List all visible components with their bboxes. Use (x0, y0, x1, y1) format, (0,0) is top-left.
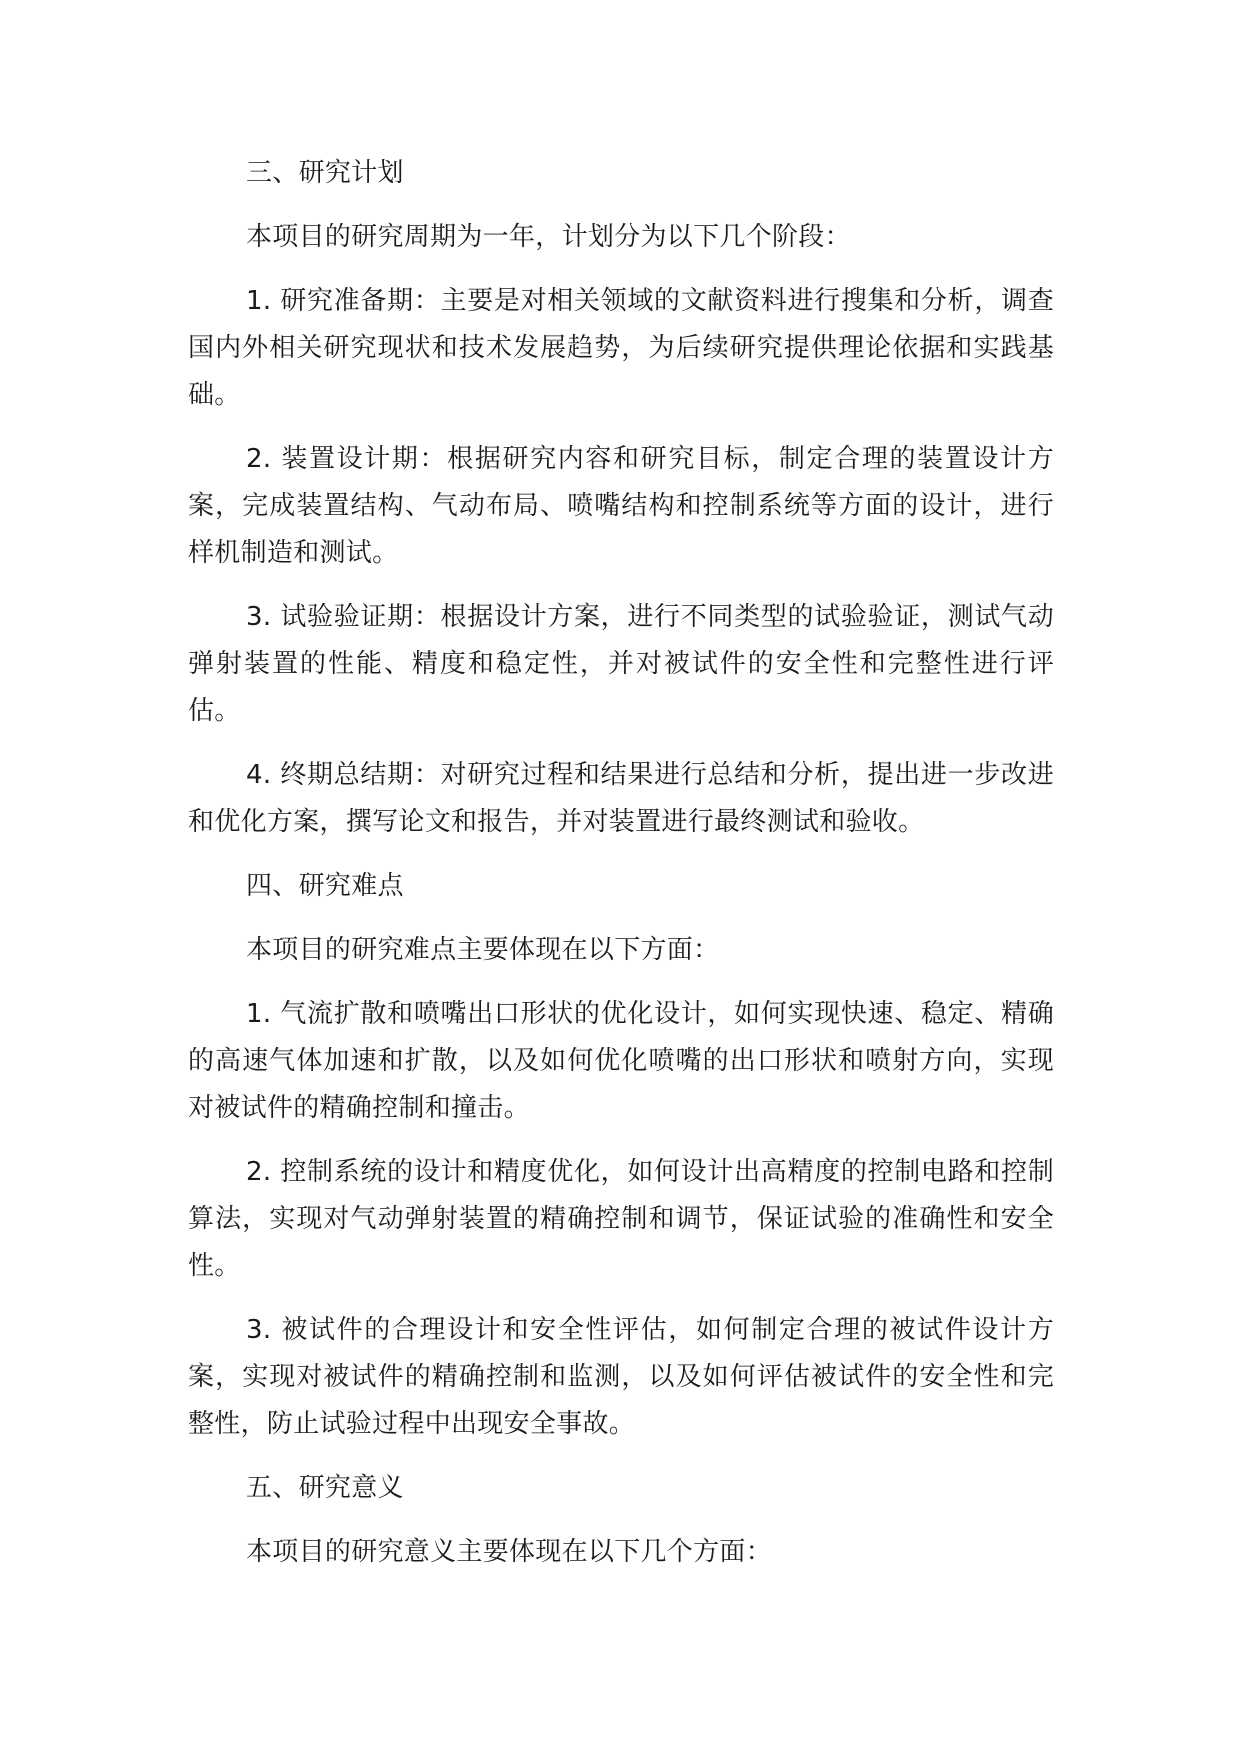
document-body (188, 150, 1054, 1593)
section-heading-research-plan: 三、研究计划 (246, 158, 404, 188)
section-heading-research-difficulties: 四、研究难点 (246, 871, 404, 901)
paragraph: 本项目的研究难点主要体现在以下方面： (246, 935, 720, 965)
list-item: 1. 研究准备期：主要是对相关领域的文献资料进行搜集和分析，调查国内外相关研究现状和技术发展趋势，为后续研究提供理论依据和实践基础。 (188, 286, 1054, 410)
list-item: 3. 被试件的合理设计和安全性评估，如何制定合理的被试件设计方案，实现对被试件的精确控制和监测，以及如何评估被试件的安全性和完整性，防止试验过程中出现安全事故。 (188, 1315, 1054, 1439)
list-item: 1. 气流扩散和喷嘴出口形状的优化设计，如何实现快速、稳定、精确的高速气体加速和扩散，以及如何优化喷嘴的出口形状和喷射方向，实现对被试件的精确控制和撞击。 (188, 999, 1054, 1123)
section-heading-research-significance: 五、研究意义 (246, 1473, 404, 1503)
paragraph: 本项目的研究意义主要体现在以下几个方面： (246, 1537, 773, 1567)
list-item: 2. 装置设计期：根据研究内容和研究目标，制定合理的装置设计方案，完成装置结构、气动布局、喷嘴结构和控制系统等方面的设计，进行样机制造和测试。 (188, 444, 1054, 568)
list-item: 3. 试验验证期：根据设计方案，进行不同类型的试验验证，测试气动弹射装置的性能、精度和稳定性，并对被试件的安全性和完整性进行评估。 (188, 602, 1054, 726)
list-item: 4. 终期总结期：对研究过程和结果进行总结和分析，提出进一步改进和优化方案，撰写论文和报告，并对装置进行最终测试和验收。 (188, 760, 1054, 837)
list-item: 2. 控制系统的设计和精度优化，如何设计出高精度的控制电路和控制算法，实现对气动弹射装置的精确控制和调节，保证试验的准确性和安全性。 (188, 1157, 1054, 1281)
paragraph: 本项目的研究周期为一年，计划分为以下几个阶段： (246, 222, 851, 252)
